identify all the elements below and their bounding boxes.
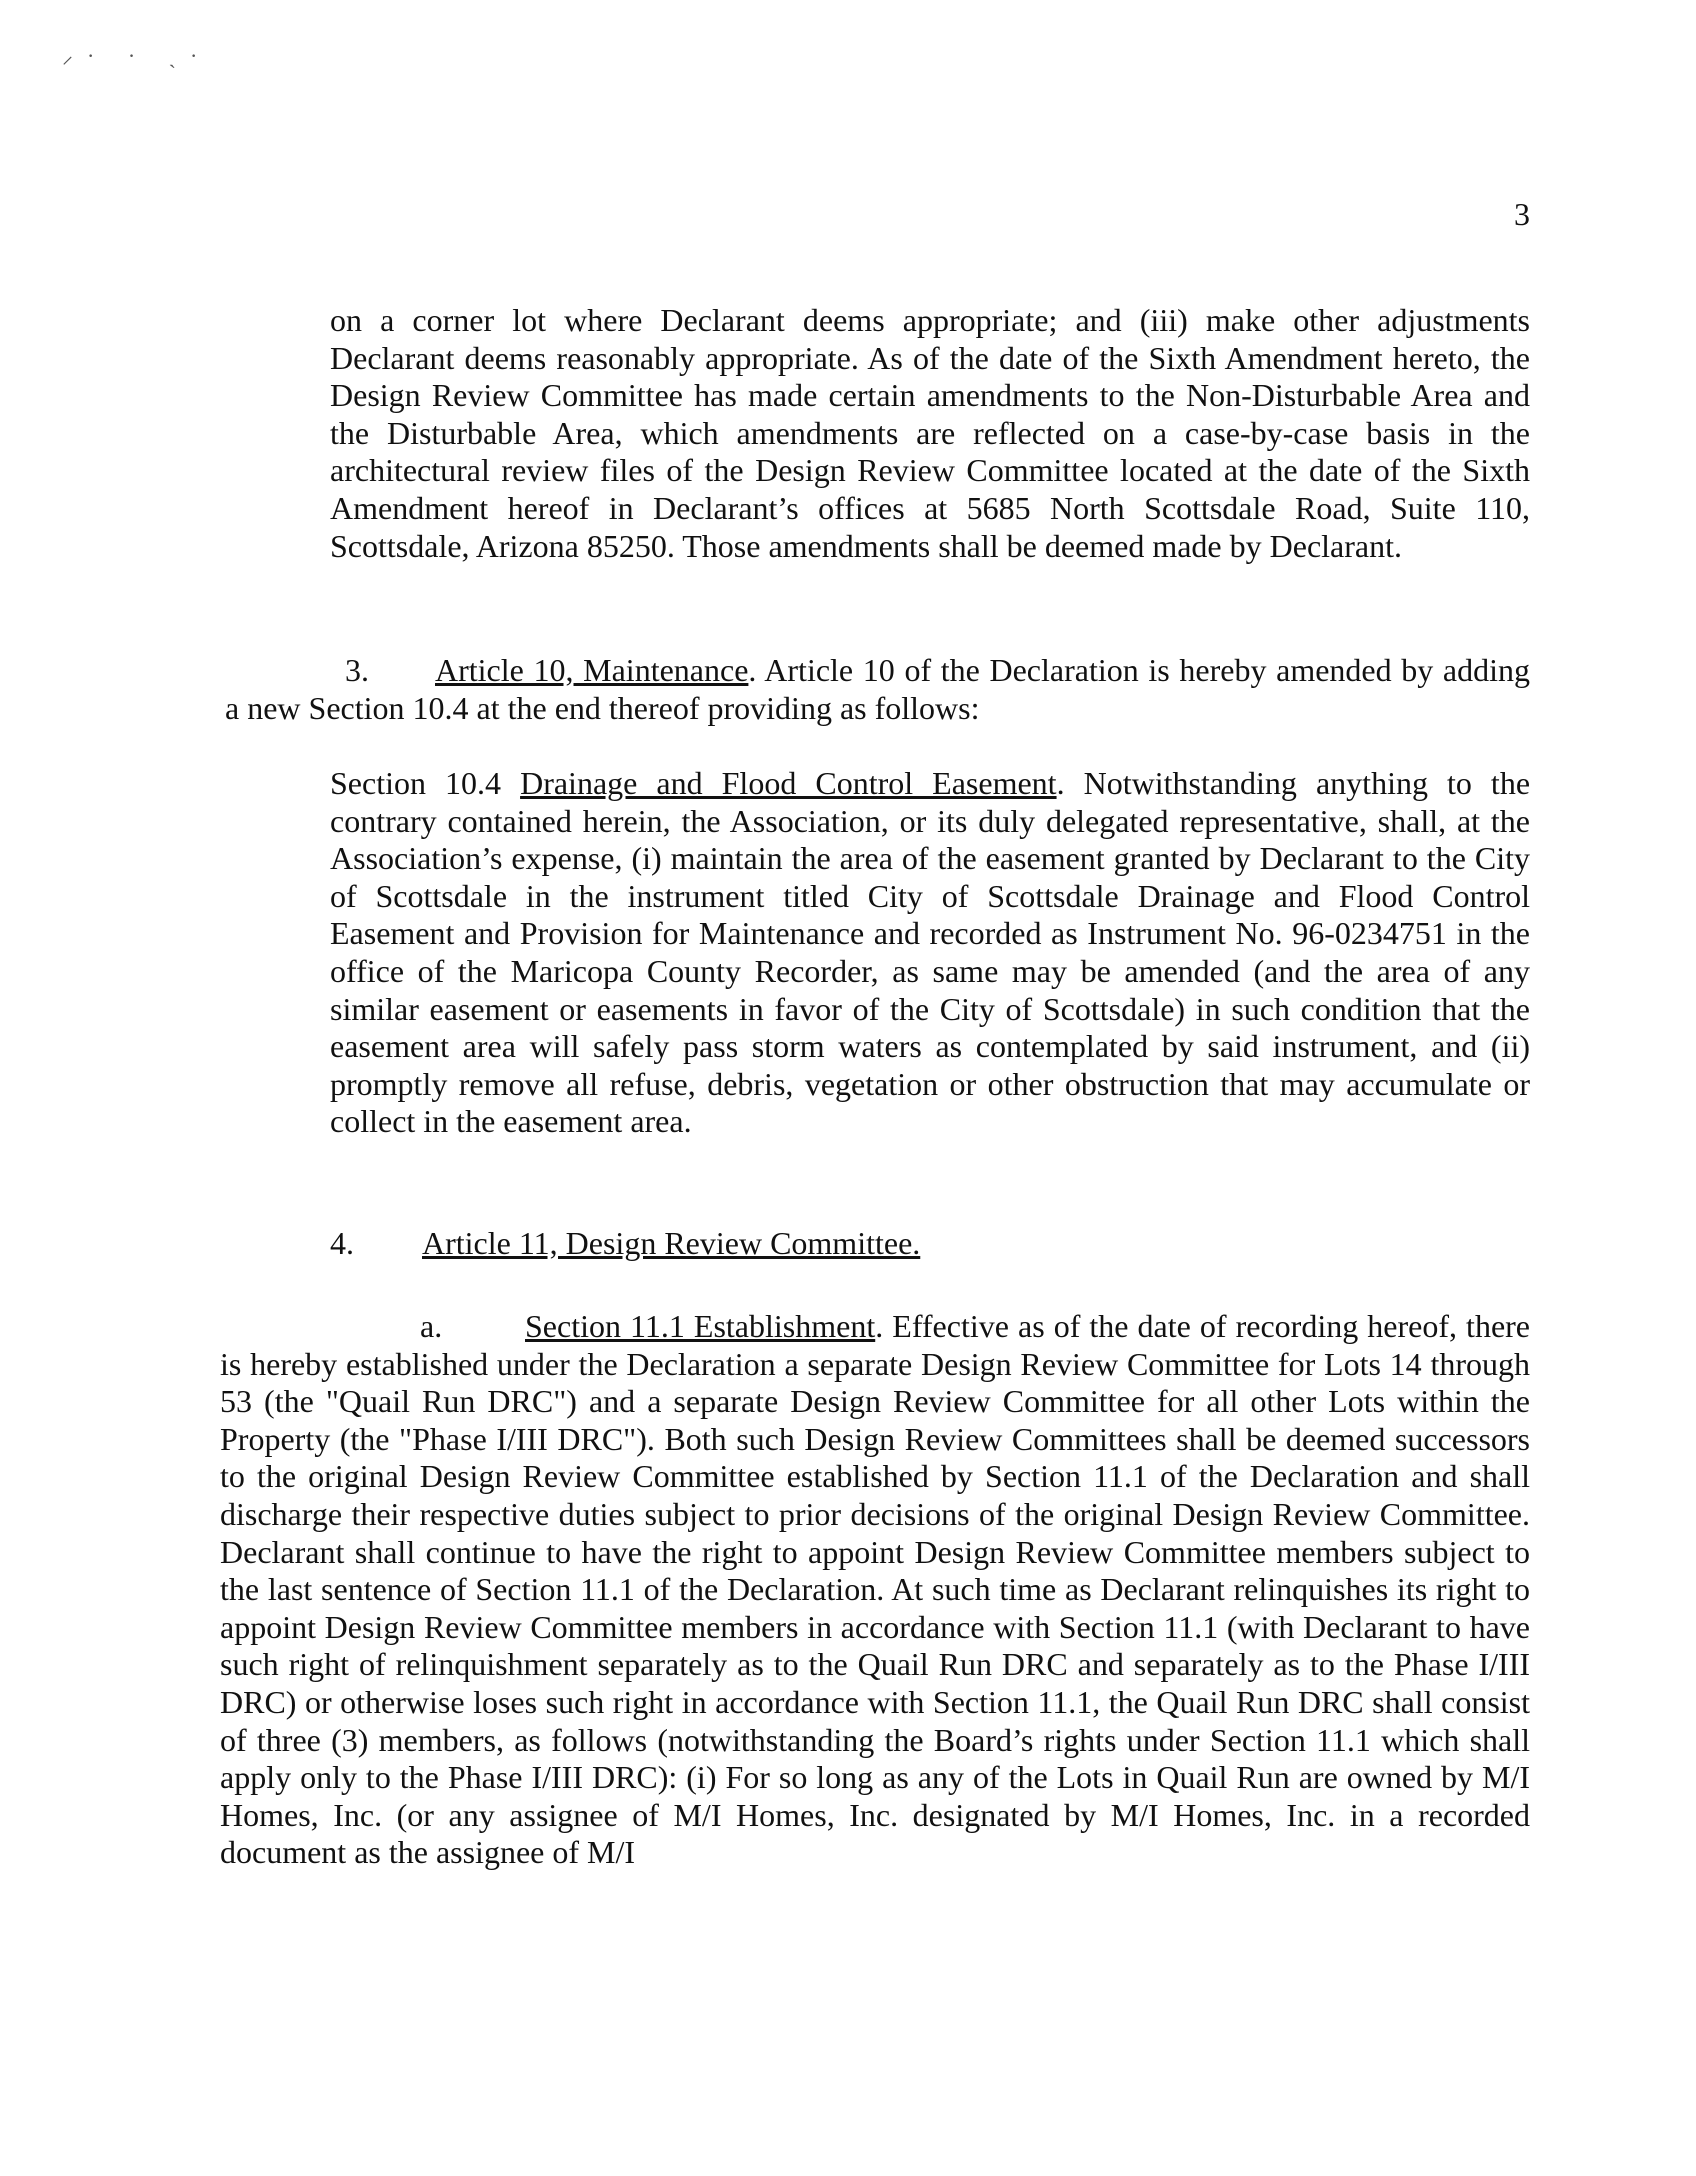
- scan-artifact-marks: ⸝· · ˎ·: [62, 43, 212, 68]
- section-10-4-paragraph: [330, 765, 1530, 1141]
- section-10-4-text: . Notwithstanding anything to the contrary contained herein, the Association, or its duly delegated representative, shall, at the Association’s expense, (i) maintain the area of the easement granted by Declarant to the City of Scottsdale in the instrument titled City of Scottsdale Drainage and Flood Control Easement and Provision for Maintenance and recorded as Instrument No. 96-0234751 in the office of the Maricopa County Recorder, as same may be amended (and the area of any similar easement or easements in favor of the City of Scottsdale) in such condition that the easement area will safely pass storm waters as contemplated by said instrument, and (ii) promptly remove all refuse, debris, vegetation or other obstruction that may accumulate or collect in the easement area.: [330, 765, 1531, 1140]
- page-number: 3: [1514, 196, 1530, 232]
- section-4a-heading: Section 11.1 Establishment: [525, 1308, 876, 1344]
- section-10-4-heading: Drainage and Flood Control Easement: [520, 765, 1057, 801]
- section-4a-text: . Effective as of the date of recording hereof, there is hereby established under the Declaration a separate Design Review Committee for Lots 14 through 53 (the "Quail Run DRC") and a separate Design Review Committee for all other Lots within the Property (the "Phase I/III DRC"). Both such Design Review Committees shall be deemed successors to the original Design Review Committee established by Section 11.1 of the Declaration and shall discharge their respective duties subject to prior decisions of the original Design Review Committee. Declarant shall continue to have the right to appoint Design Review Committee members subject to the last sentence of Section 11.1 of the Declaration. At such time as Declarant relinquishes its right to appoint Design Review Committee members in accordance with Section 11.1 (with Declarant to have such right of relinquishment separately as to the Quail Run DRC and separately as to the Phase I/III DRC) or otherwise loses such right in accordance with Section 11.1, the Quail Run DRC shall consist of three (3) members, as follows (notwithstanding the Board’s rights under Section 11.1 which shall apply only to the Phase I/III DRC): (i) For so long as any of the Lots in Quail Run are owned by M/I Homes, Inc. (or any assignee of M/I Homes, Inc. designated by M/I Homes, Inc. in a recorded document as the assignee of M/I: [220, 1308, 1531, 1871]
- section-10-4-prefix: Section 10.4: [330, 765, 502, 801]
- section-3-text: . Article 10 of the Declaration is hereby amended by adding a new Section 10.4 at the end thereof providing as follows:: [225, 652, 1531, 726]
- section-3-number: 3.: [345, 652, 369, 688]
- section-4-number: 4.: [330, 1225, 354, 1261]
- intro-paragraph: on a corner lot where Declarant deems appropriate; and (iii) make other adjustments Declarant deems reasonably appropriate. As of the date of the Sixth Amendment hereto, the Design Review Committee has made certain amendments to the Non-Disturbable Area and the Disturbable Area, which amendments are reflected on a case-by-case basis in the architectural review files of the Design Review Committee located at the date of the Sixth Amendment hereof in Declarant’s offices at 5685 North Scottsdale Road, Suite 110, Scottsdale, Arizona 85250. Those amendments shall be deemed made by Declarant.: [330, 302, 1530, 564]
- section-3-paragraph: [225, 652, 1530, 727]
- section-4a-number: a.: [420, 1308, 443, 1344]
- section-4a-paragraph: [220, 1308, 1530, 1872]
- section-4-heading-line: [330, 1225, 1530, 1263]
- section-4-heading: Article 11, Design Review Committee.: [422, 1225, 921, 1261]
- section-3-heading: Article 10, Maintenance: [435, 652, 749, 688]
